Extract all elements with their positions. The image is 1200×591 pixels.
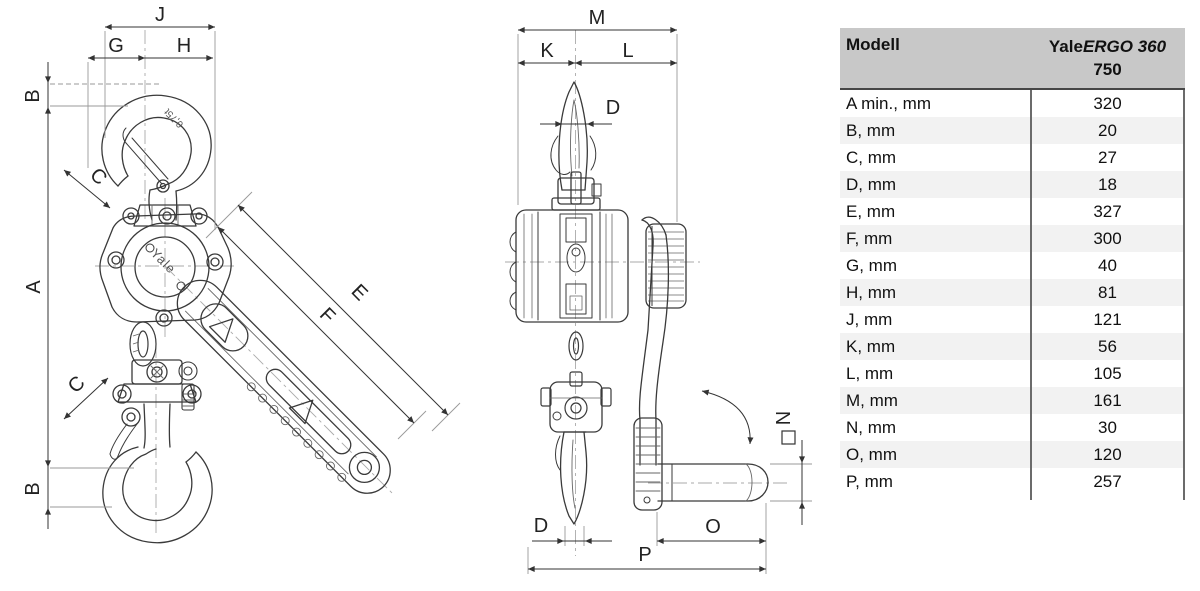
front-view xyxy=(22,4,460,543)
dim-name: N, mm xyxy=(846,418,897,437)
front-bottom-hook xyxy=(103,360,212,543)
dim-value: 105 xyxy=(1093,364,1122,383)
table-row xyxy=(840,144,1185,171)
square-section-symbol xyxy=(782,431,795,444)
product-brand: Yale xyxy=(1048,37,1083,56)
dim-label-o: O xyxy=(705,516,721,538)
table-header xyxy=(840,28,1185,90)
side-handle xyxy=(658,464,768,501)
table-row xyxy=(840,117,1185,144)
table-right-border xyxy=(1183,28,1185,500)
dim-label-e: E xyxy=(346,280,372,306)
dim-label-b-bottom: B xyxy=(22,482,44,496)
table-column-divider xyxy=(1030,28,1032,500)
table-row xyxy=(840,90,1185,117)
dim-value: 27 xyxy=(1098,148,1117,167)
dim-label-l: L xyxy=(622,40,634,62)
dim-value: 30 xyxy=(1098,418,1117,437)
front-extension-lines xyxy=(50,31,460,507)
front-dimension-lines xyxy=(48,27,448,529)
dim-value: 18 xyxy=(1098,175,1117,194)
dim-name: E, mm xyxy=(846,202,896,221)
dim-name: O, mm xyxy=(846,445,897,464)
dim-name: D, mm xyxy=(846,175,897,194)
dim-name: F, mm xyxy=(846,229,893,248)
table-row xyxy=(840,414,1185,441)
side-centerlines xyxy=(505,30,790,556)
side-view xyxy=(505,7,812,574)
dim-name: B, mm xyxy=(846,121,896,140)
dim-value: 56 xyxy=(1098,337,1117,356)
table-row xyxy=(840,198,1185,225)
product-capacity: 750 xyxy=(1093,60,1122,79)
dim-label-d-bottom: D xyxy=(533,515,549,537)
table-row xyxy=(840,441,1185,468)
table-row xyxy=(840,306,1185,333)
dim-label-d-top: D xyxy=(605,97,621,119)
table-body xyxy=(840,90,1185,495)
dim-value: 257 xyxy=(1093,472,1122,491)
dim-value: 320 xyxy=(1093,94,1122,113)
hook-capacity-marking: 0,75t xyxy=(162,106,186,130)
table-row xyxy=(840,387,1185,414)
dim-label-k: K xyxy=(540,40,554,62)
table-row xyxy=(840,468,1185,495)
dim-name: P, mm xyxy=(846,472,893,491)
dim-name: A min., mm xyxy=(846,94,932,113)
dim-name: K, mm xyxy=(846,337,896,356)
product-model: ERGO 360 xyxy=(1082,37,1167,56)
dim-label-g: G xyxy=(108,35,124,57)
dim-label-n: N xyxy=(773,410,795,426)
dim-value: 161 xyxy=(1093,391,1122,410)
dim-label-c-upper: C xyxy=(85,163,112,190)
dim-name: L, mm xyxy=(846,364,894,383)
dim-name: M, mm xyxy=(846,391,898,410)
table-row xyxy=(840,360,1185,387)
side-top-hook xyxy=(551,82,601,210)
dim-label-c-lower: C xyxy=(63,371,90,398)
yale-logo: Yale xyxy=(147,245,180,277)
product-name-line xyxy=(1032,35,1183,58)
dim-label-m: M xyxy=(588,7,606,29)
dim-value: 40 xyxy=(1098,256,1117,275)
dim-value: 300 xyxy=(1093,229,1122,248)
table-header-product xyxy=(1032,35,1183,81)
dimension-table xyxy=(840,28,1185,495)
front-dimensions xyxy=(22,4,460,529)
side-housing xyxy=(510,210,628,322)
side-bottom-hook xyxy=(541,332,611,524)
dim-value: 20 xyxy=(1098,121,1117,140)
table-row xyxy=(840,333,1185,360)
lever-rotation-arrow xyxy=(702,391,750,444)
dim-label-j: J xyxy=(155,4,165,26)
table-row xyxy=(840,279,1185,306)
dim-name: H, mm xyxy=(846,283,897,302)
dim-value: 120 xyxy=(1093,445,1122,464)
dim-label-h: H xyxy=(176,35,192,57)
dim-label-p: P xyxy=(638,544,652,566)
dim-label-b-top: B xyxy=(22,89,44,103)
dim-value: 327 xyxy=(1093,202,1122,221)
dim-value: 121 xyxy=(1093,310,1122,329)
table-row xyxy=(840,225,1185,252)
dim-label-a: A xyxy=(23,280,45,294)
dim-value: 81 xyxy=(1098,283,1117,302)
dim-name: J, mm xyxy=(846,310,893,329)
front-lever-arm xyxy=(165,271,400,506)
side-lever xyxy=(634,217,668,510)
dim-label-f: F xyxy=(315,303,340,328)
front-top-hook xyxy=(102,95,211,226)
dim-name: C, mm xyxy=(846,148,897,167)
table-row xyxy=(840,171,1185,198)
table-row xyxy=(840,252,1185,279)
side-dimension-lines xyxy=(518,30,802,569)
table-header-model-col: Modell xyxy=(846,35,900,54)
dim-name: G, mm xyxy=(846,256,897,275)
